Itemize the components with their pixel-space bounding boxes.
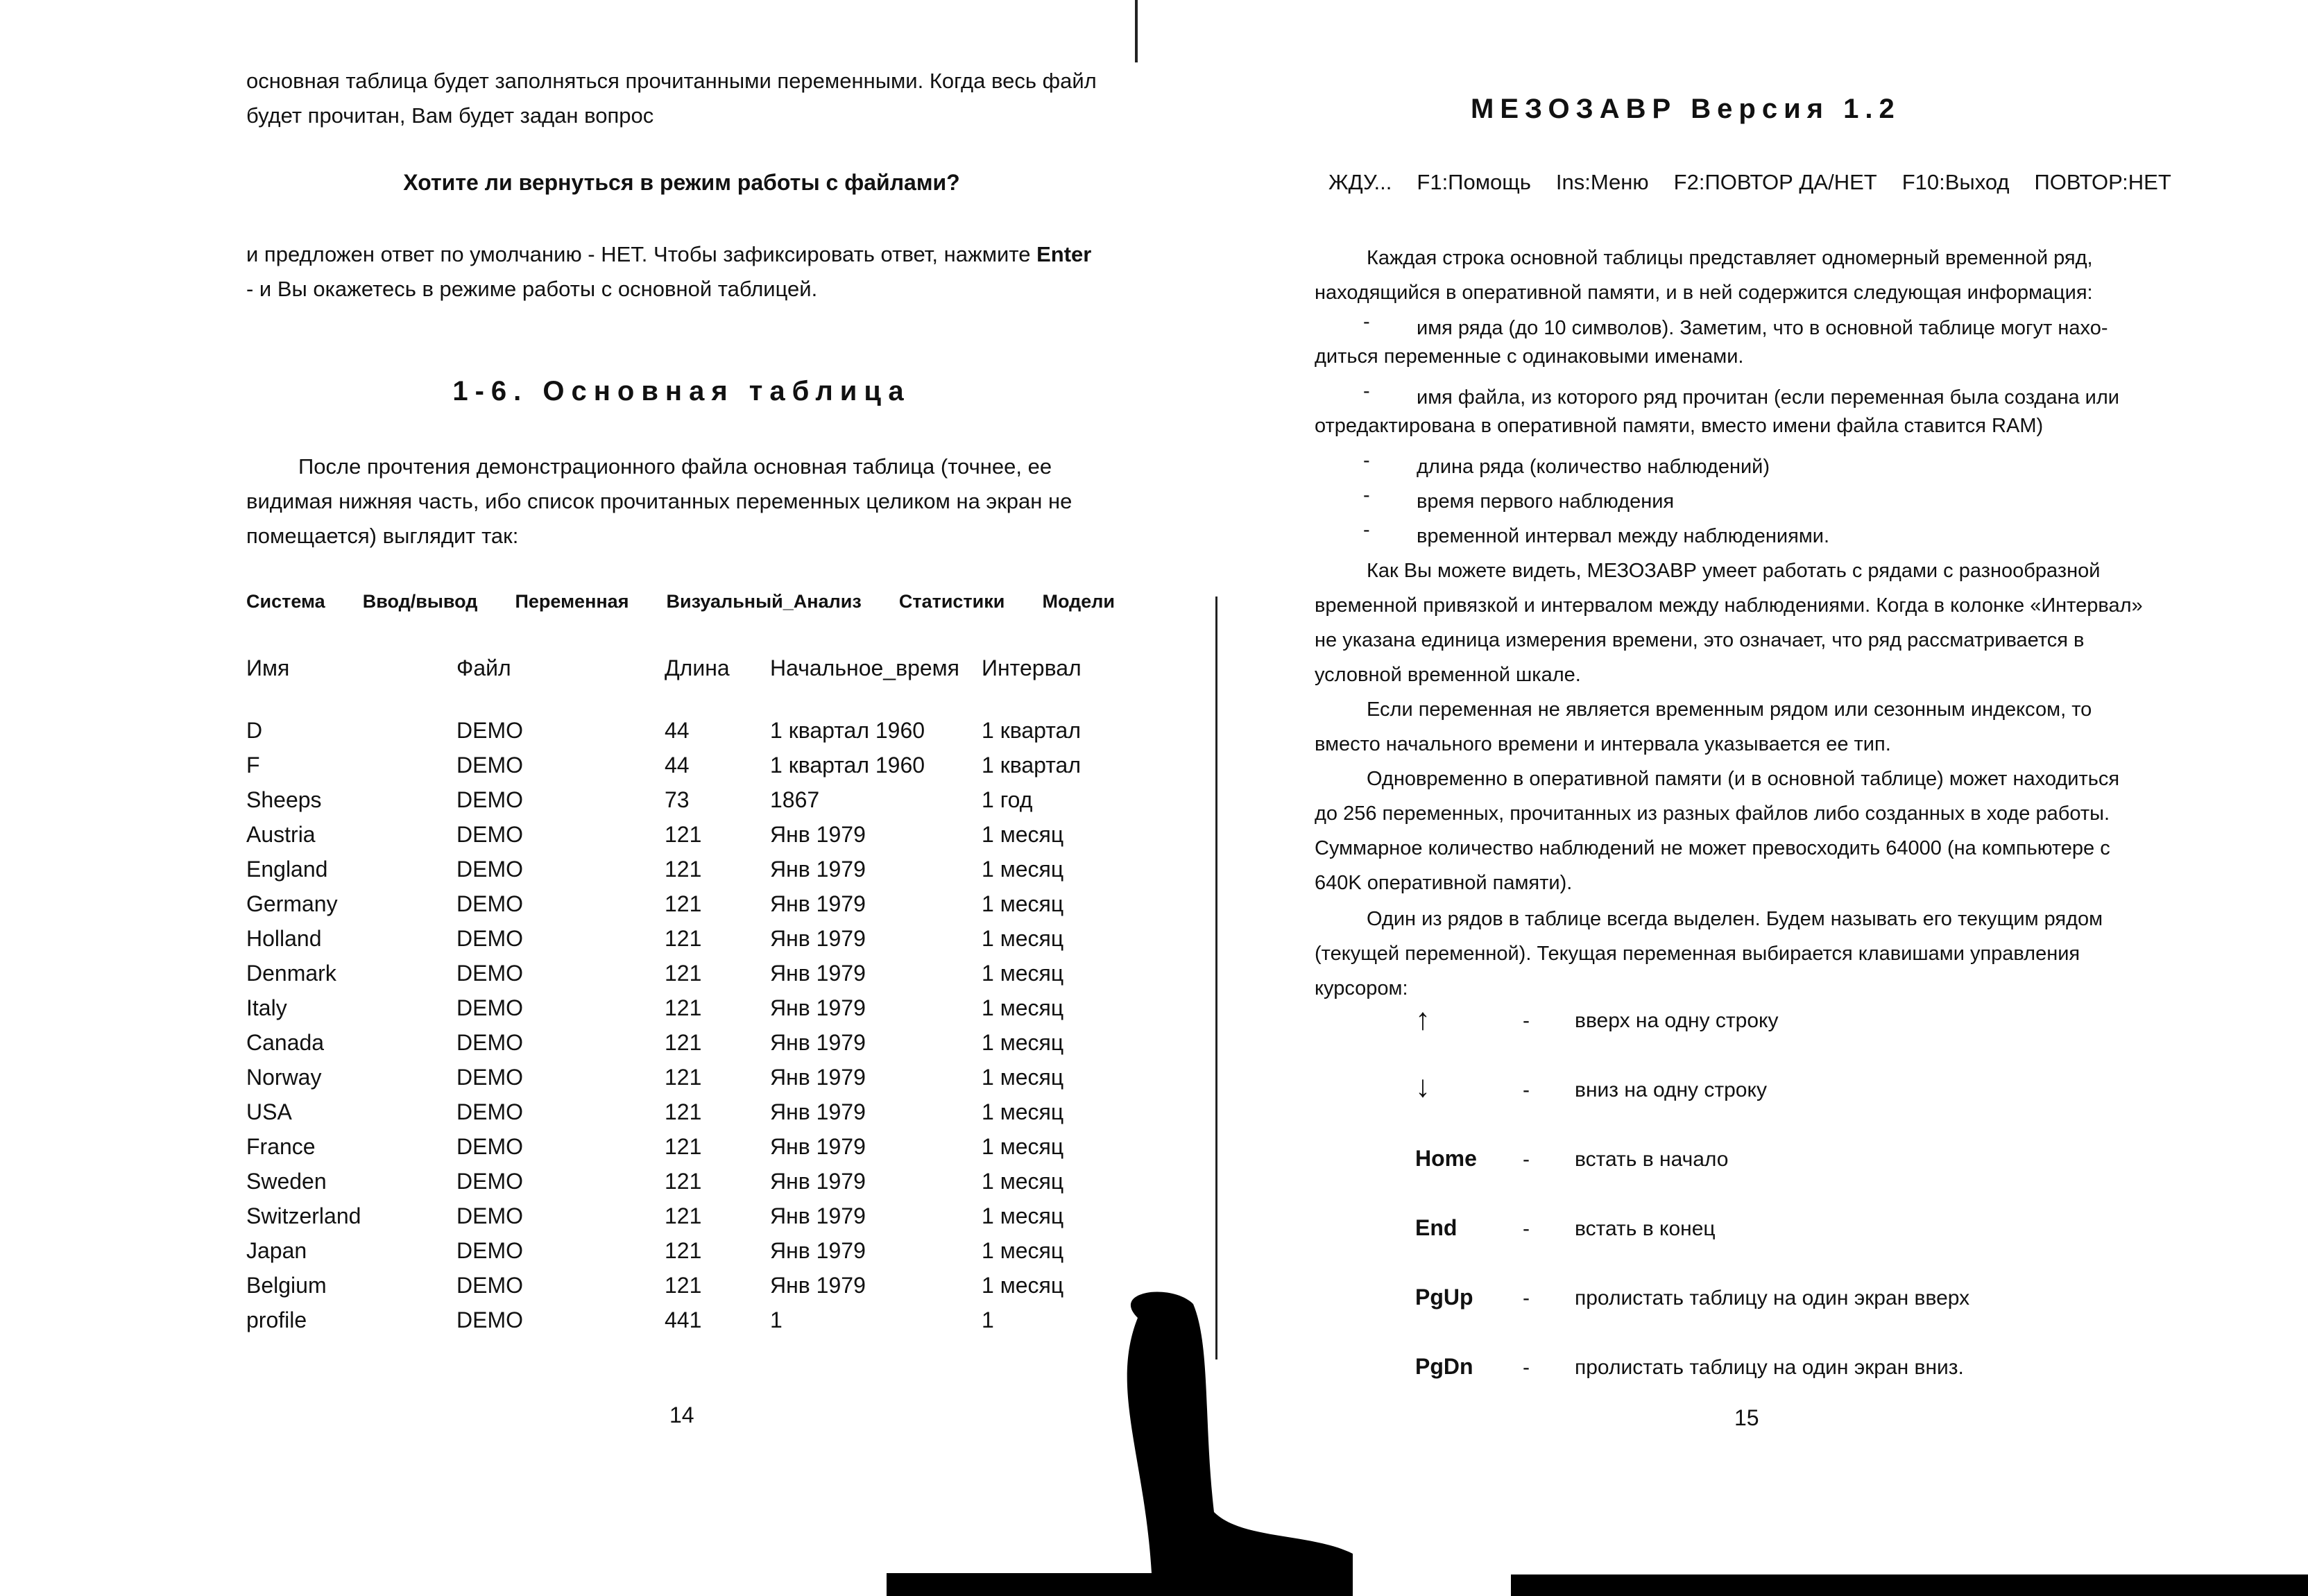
cell-start-time: Янв 1979 bbox=[770, 995, 866, 1020]
cell-start-time: Янв 1979 bbox=[770, 891, 866, 916]
cell-length: 121 bbox=[665, 822, 702, 847]
cell-start-time: Янв 1979 bbox=[770, 926, 866, 951]
cell-interval: 1 месяц bbox=[982, 891, 1064, 916]
bullet-2-mark: - bbox=[1363, 380, 1370, 402]
cell-start-time: 1 квартал 1960 bbox=[770, 753, 925, 778]
key-pgdn: PgDn bbox=[1415, 1354, 1473, 1379]
menu-item-variable[interactable]: Переменная bbox=[515, 591, 629, 612]
cell-start-time: Янв 1979 bbox=[770, 1203, 866, 1228]
paragraph-3 bbox=[1315, 692, 2219, 762]
after-line-3: помещается) выглядит так: bbox=[246, 524, 519, 548]
col-header-start-time: Начальное_время bbox=[770, 655, 959, 680]
menu-item-system[interactable]: Система bbox=[246, 591, 325, 612]
status-waiting: ЖДУ... bbox=[1328, 170, 1392, 194]
intro-line-1: основная таблица будет заполняться прочитанными переменными. Когда весь файл bbox=[246, 69, 1097, 93]
bullet-5-mark: - bbox=[1363, 519, 1370, 541]
col-header-name: Имя bbox=[246, 655, 290, 680]
cell-length: 73 bbox=[665, 787, 690, 812]
answer-line-1: и предложен ответ по умолчанию - НЕТ. Чтобы зафиксировать ответ, нажмите bbox=[246, 242, 1031, 266]
cell-start-time: 1867 bbox=[770, 787, 820, 812]
cell-file: DEMO bbox=[456, 1203, 523, 1228]
cell-file: DEMO bbox=[456, 1169, 523, 1194]
cell-interval: 1 квартал bbox=[982, 753, 1081, 778]
bullet-1-line-2: диться переменные с одинаковыми именами. bbox=[1315, 345, 1744, 368]
cell-length: 121 bbox=[665, 995, 702, 1020]
cell-length: 121 bbox=[665, 1030, 702, 1055]
status-bar bbox=[1328, 170, 2203, 195]
arrow-up-icon: ↑ bbox=[1415, 1002, 1430, 1036]
cell-file: DEMO bbox=[456, 891, 523, 916]
cell-length: 441 bbox=[665, 1307, 702, 1332]
bullet-5: временной интервал между наблюдениями. bbox=[1417, 525, 1830, 547]
cell-name: Switzerland bbox=[246, 1203, 361, 1228]
key-home: Home bbox=[1415, 1146, 1477, 1171]
cell-name: USA bbox=[246, 1099, 292, 1124]
cell-length: 44 bbox=[665, 753, 690, 778]
key-desc-up: вверх на одну строку bbox=[1575, 1009, 1779, 1032]
cell-file: DEMO bbox=[456, 1134, 523, 1159]
p2-line-2: временной привязкой и интервалом между наблюдениями. Когда в колонке «Интервал» bbox=[1315, 594, 2143, 617]
cell-length: 121 bbox=[665, 1134, 702, 1159]
cell-name: Italy bbox=[246, 995, 287, 1020]
key-desc-end: встать в конец bbox=[1575, 1217, 1716, 1240]
cell-file: DEMO bbox=[456, 1238, 523, 1263]
cell-name: profile bbox=[246, 1307, 307, 1332]
cell-start-time: Янв 1979 bbox=[770, 1134, 866, 1159]
paragraph-5 bbox=[1315, 902, 2219, 1006]
cell-length: 121 bbox=[665, 961, 702, 986]
cell-file: DEMO bbox=[456, 1099, 523, 1124]
cell-start-time: Янв 1979 bbox=[770, 1030, 866, 1055]
key-desc-down: вниз на одну строку bbox=[1575, 1079, 1767, 1101]
cell-start-time: Янв 1979 bbox=[770, 857, 866, 882]
key-dash: - bbox=[1523, 1009, 1530, 1032]
paragraph-4 bbox=[1315, 762, 2219, 900]
cell-length: 121 bbox=[665, 1099, 702, 1124]
cell-name: Japan bbox=[246, 1238, 307, 1263]
col-header-interval: Интервал bbox=[982, 655, 1082, 680]
key-pgup: PgUp bbox=[1415, 1285, 1473, 1310]
status-f10-exit[interactable]: F10:Выход bbox=[1901, 170, 2010, 194]
cell-interval: 1 месяц bbox=[982, 926, 1064, 951]
p4-line-4: 640K оперативной памяти). bbox=[1315, 872, 1573, 894]
cell-length: 121 bbox=[665, 1169, 702, 1194]
enter-key-label: Enter bbox=[1036, 242, 1092, 266]
cell-name: Norway bbox=[246, 1065, 322, 1090]
key-dash: - bbox=[1523, 1287, 1530, 1310]
cell-length: 121 bbox=[665, 1238, 702, 1263]
after-line-2: видимая нижняя часть, ибо список прочитанных переменных целиком на экран не bbox=[246, 489, 1072, 513]
cell-name: Canada bbox=[246, 1030, 325, 1055]
p4-line-2: до 256 переменных, прочитанных из разных файлов либо созданных в ходе работы. bbox=[1315, 803, 2110, 825]
paragraph-2 bbox=[1315, 554, 2219, 692]
cell-start-time: Янв 1979 bbox=[770, 961, 866, 986]
key-desc-home: встать в начало bbox=[1575, 1148, 1729, 1171]
cell-start-time: Янв 1979 bbox=[770, 822, 866, 847]
cell-start-time: Янв 1979 bbox=[770, 1099, 866, 1124]
page-number-left: 14 bbox=[669, 1402, 694, 1427]
key-desc-pgdn: пролистать таблицу на один экран вниз. bbox=[1575, 1356, 1964, 1379]
bullet-2-line-1: имя файла, из которого ряд прочитан (если переменная была создана или bbox=[1417, 386, 2120, 409]
paragraph-1 bbox=[1315, 241, 2219, 310]
menu-item-io[interactable]: Ввод/вывод bbox=[362, 591, 478, 612]
cell-name: Denmark bbox=[246, 961, 336, 986]
p1-line-1: Каждая строка основной таблицы представляет одномерный временной ряд, bbox=[1367, 247, 2093, 269]
cell-start-time: Янв 1979 bbox=[770, 1065, 866, 1090]
menu-item-visual[interactable]: Визуальный_Анализ bbox=[666, 591, 862, 612]
cell-interval: 1 месяц bbox=[982, 1169, 1064, 1194]
key-dash: - bbox=[1523, 1148, 1530, 1171]
cell-start-time: 1 bbox=[770, 1307, 783, 1332]
cell-interval: 1 год bbox=[982, 787, 1033, 812]
intro-line-2: будет прочитан, Вам будет задан вопрос bbox=[246, 103, 654, 128]
cell-file: DEMO bbox=[456, 753, 523, 778]
right-page bbox=[1221, 0, 2308, 1596]
cell-name: Austria bbox=[246, 822, 316, 847]
answer-line-2: - и Вы окажетесь в режиме работы с основной таблицей. bbox=[246, 277, 818, 301]
key-dash: - bbox=[1523, 1356, 1530, 1379]
cell-start-time: Янв 1979 bbox=[770, 1273, 866, 1298]
p3-line-2: вместо начального времени и интервала указывается ее тип. bbox=[1315, 733, 1891, 755]
menu-item-models[interactable]: Модели bbox=[1042, 591, 1115, 612]
cell-interval: 1 месяц bbox=[982, 1273, 1064, 1298]
cell-start-time: Янв 1979 bbox=[770, 1169, 866, 1194]
cell-interval: 1 месяц bbox=[982, 1065, 1064, 1090]
cell-name: France bbox=[246, 1134, 316, 1159]
cell-interval: 1 месяц bbox=[982, 822, 1064, 847]
cell-interval: 1 месяц bbox=[982, 1099, 1064, 1124]
status-f1-help[interactable]: F1:Помощь bbox=[1417, 170, 1531, 194]
col-header-file: Файл bbox=[456, 655, 511, 680]
page-number-right: 15 bbox=[1734, 1405, 1759, 1430]
cell-name: Sheeps bbox=[246, 787, 322, 812]
section-title: 1-6. Основная таблица bbox=[452, 376, 911, 406]
bullet-1-line-1: имя ряда (до 10 символов). Заметим, что в основной таблице могут нахо- bbox=[1417, 317, 2108, 339]
cell-interval: 1 месяц bbox=[982, 1030, 1064, 1055]
menu-item-statistics[interactable]: Статистики bbox=[898, 591, 1005, 612]
key-end: End bbox=[1415, 1215, 1458, 1240]
cell-length: 121 bbox=[665, 926, 702, 951]
bullet-3-mark: - bbox=[1363, 449, 1370, 472]
cell-file: DEMO bbox=[456, 822, 523, 847]
cell-name: D bbox=[246, 718, 263, 743]
cell-file: DEMO bbox=[456, 1307, 523, 1332]
status-repeat-state: ПОВТОР:НЕТ bbox=[2034, 170, 2171, 194]
cell-length: 121 bbox=[665, 1203, 702, 1228]
cell-file: DEMO bbox=[456, 718, 523, 743]
cell-file: DEMO bbox=[456, 926, 523, 951]
cell-length: 44 bbox=[665, 718, 690, 743]
cell-interval: 1 месяц bbox=[982, 961, 1064, 986]
cell-name: F bbox=[246, 753, 260, 778]
cell-length: 121 bbox=[665, 1065, 702, 1090]
p1-line-2: находящийся в оперативной памяти, и в ней содержится следующая информация: bbox=[1315, 282, 2093, 304]
p2-line-4: условной временной шкале. bbox=[1315, 664, 1581, 686]
cell-interval: 1 месяц bbox=[982, 995, 1064, 1020]
cell-file: DEMO bbox=[456, 961, 523, 986]
cell-length: 121 bbox=[665, 891, 702, 916]
cell-interval: 1 месяц bbox=[982, 1203, 1064, 1228]
cell-file: DEMO bbox=[456, 1065, 523, 1090]
cell-interval: 1 месяц bbox=[982, 1134, 1064, 1159]
p5-line-2: (текущей переменной). Текущая переменная выбирается клавишами управления bbox=[1315, 943, 2080, 965]
cell-name: Sweden bbox=[246, 1169, 327, 1194]
bullet-4-mark: - bbox=[1363, 484, 1370, 506]
cell-name: Germany bbox=[246, 891, 338, 916]
status-f2-repeat[interactable]: F2:ПОВТОР ДА/НЕТ bbox=[1673, 170, 1877, 194]
p2-line-1: Как Вы можете видеть, МЕЗОЗАВР умеет работать с рядами с разнообразной bbox=[1367, 560, 2101, 582]
cell-interval: 1 квартал bbox=[982, 718, 1081, 743]
cell-start-time: Янв 1979 bbox=[770, 1238, 866, 1263]
p4-line-1: Одновременно в оперативной памяти (и в основной таблице) может находиться bbox=[1367, 768, 2120, 790]
cell-file: DEMO bbox=[456, 787, 523, 812]
cell-interval: 1 месяц bbox=[982, 857, 1064, 882]
p5-line-1: Один из рядов в таблице всегда выделен. Будем называть его текущим рядом bbox=[1367, 908, 2103, 930]
bullet-1-mark: - bbox=[1363, 311, 1370, 333]
cell-file: DEMO bbox=[456, 995, 523, 1020]
key-dash: - bbox=[1523, 1079, 1530, 1101]
program-title: МЕЗОЗАВР Версия 1.2 bbox=[1471, 94, 1901, 124]
p5-line-3: курсором: bbox=[1315, 977, 1408, 999]
cell-file: DEMO bbox=[456, 1273, 523, 1298]
cell-length: 121 bbox=[665, 857, 702, 882]
bullet-2-line-2: отредактирована в оперативной памяти, вместо имени файла ставится RAM) bbox=[1315, 415, 2044, 437]
bullet-4: время первого наблюдения bbox=[1417, 490, 1675, 513]
cell-name: England bbox=[246, 857, 328, 882]
p2-line-3: не указана единица измерения времени, это означает, что ряд рассматривается в bbox=[1315, 629, 2085, 651]
cell-name: Holland bbox=[246, 926, 322, 951]
cell-interval: 1 bbox=[982, 1307, 994, 1332]
cell-file: DEMO bbox=[456, 857, 523, 882]
cell-name: Belgium bbox=[246, 1273, 327, 1298]
cell-interval: 1 месяц bbox=[982, 1238, 1064, 1263]
col-header-length: Длина bbox=[665, 655, 730, 680]
after-line-1: После прочтения демонстрационного файла основная таблица (точнее, ее bbox=[298, 454, 1052, 479]
p4-line-3: Суммарное количество наблюдений не может превосходить 64000 (на компьютере с bbox=[1315, 837, 2110, 859]
key-desc-pgup: пролистать таблицу на один экран вверх bbox=[1575, 1287, 1970, 1310]
cell-length: 121 bbox=[665, 1273, 702, 1298]
arrow-down-icon: ↓ bbox=[1415, 1070, 1430, 1104]
p3-line-1: Если переменная не является временным рядом или сезонным индексом, то bbox=[1367, 698, 2092, 721]
cell-file: DEMO bbox=[456, 1030, 523, 1055]
cell-start-time: 1 квартал 1960 bbox=[770, 718, 925, 743]
key-dash: - bbox=[1523, 1217, 1530, 1240]
question-text: Хотите ли вернуться в режим работы с файлами? bbox=[403, 170, 960, 195]
bullet-3: длина ряда (количество наблюдений) bbox=[1417, 456, 1770, 478]
status-ins-menu[interactable]: Ins:Меню bbox=[1555, 170, 1649, 194]
